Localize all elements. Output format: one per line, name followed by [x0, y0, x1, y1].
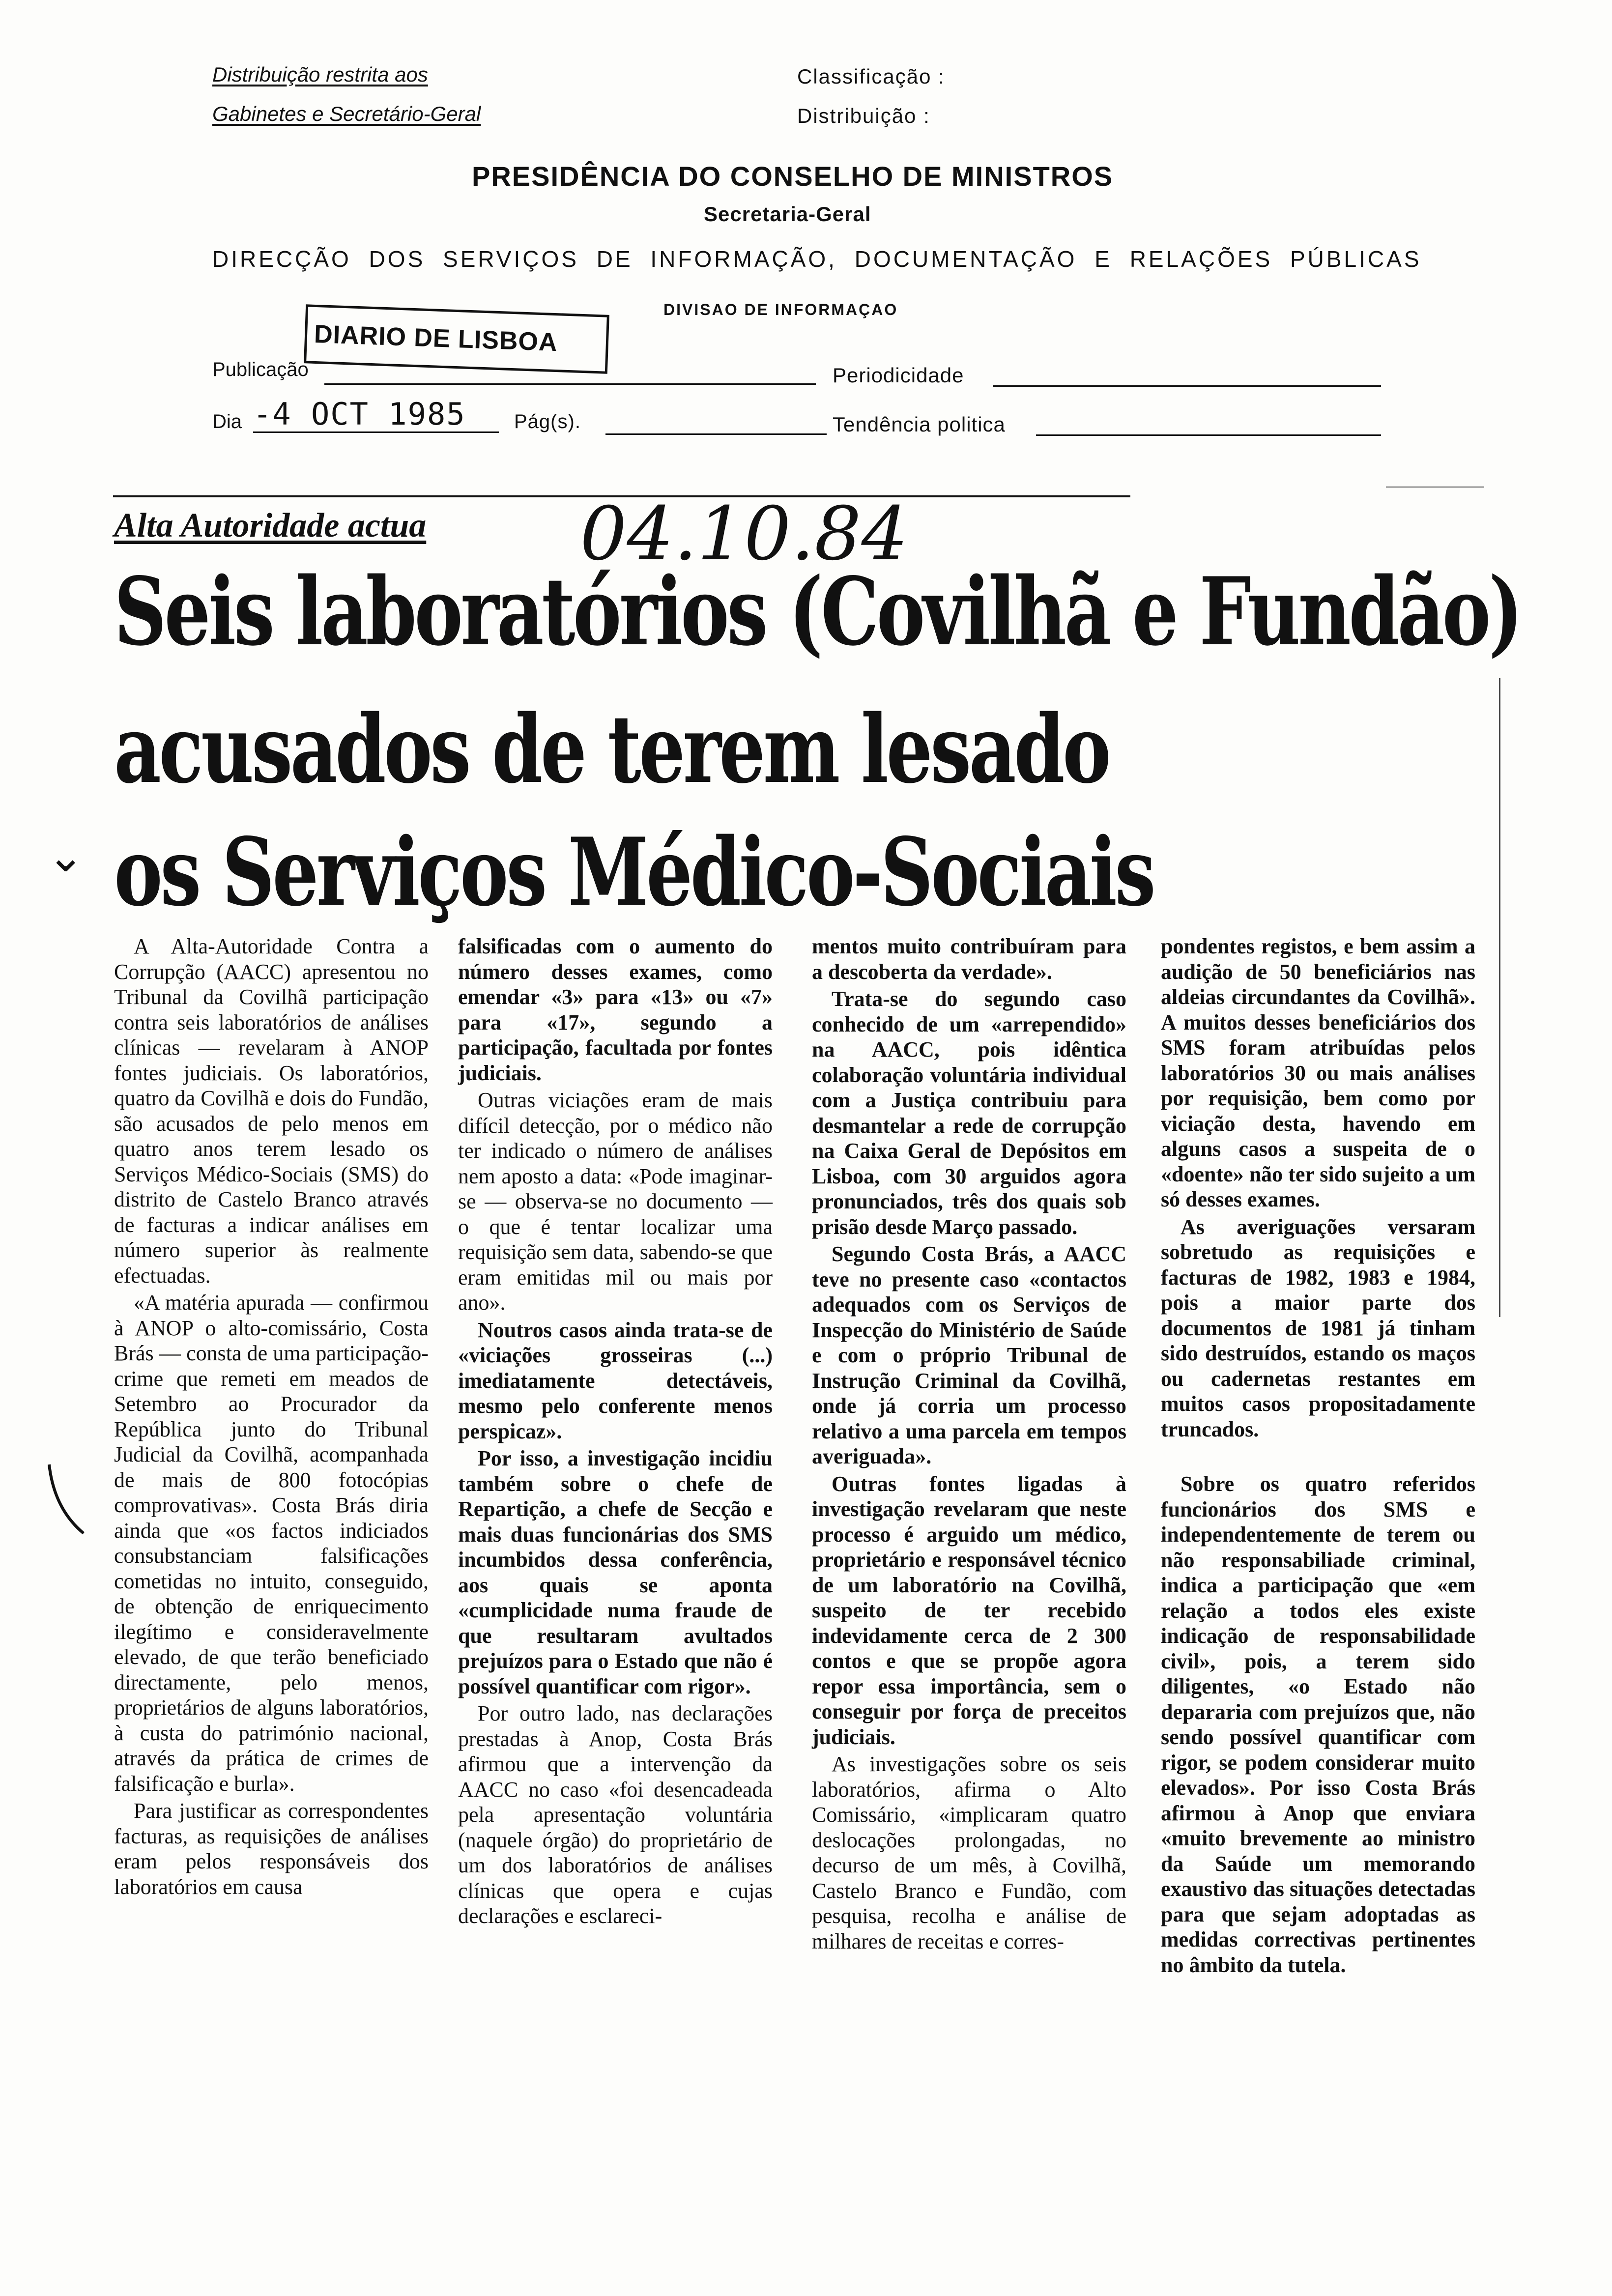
article-column-4 — [1161, 934, 1475, 1978]
paragraph: Sobre os quatro referidos funcionários dos SMS e independentemente de terem ou não responsabiliade criminal, indica a participação que «em relação a todos eles existe indicação de responsabilidade civil», pois, a terem sido diligentes, «o Estado não depararia com prejuízos que, não sendo possível quantificar com rigor, se podem considerar muito elevados». Por isso Costa Brás afirmou à Anop que enviara «muito brevemente ao ministro da Saúde um memorando exaustivo das situações detectadas para que sejam adoptadas as medidas correctivas pertinentes no âmbito da tutela. — [1161, 1472, 1475, 1977]
right-margin-line — [1499, 678, 1500, 1317]
org-title: PRESIDÊNCIA DO CONSELHO DE MINISTROS — [472, 161, 1114, 192]
paragraph: Segundo Costa Brás, a AACC teve no presente caso «contactos adequados com os Serviços de Inspecção do Ministério de Saúde e com o próprio Tribunal de Instrução Criminal da Covilhã, onde já corria um processo relativo a uma parcela em tempos averiguada». — [812, 1242, 1126, 1468]
distribution-note-line2: Gabinetes e Secretário-Geral — [212, 102, 481, 125]
article-top-rule-short — [1386, 487, 1484, 488]
article-column-1 — [114, 934, 429, 1899]
paragraph: mentos muito contribuíram para a descoberta da verdade». — [812, 934, 1126, 984]
paragraph: Por isso, a investigação incidiu também sobre o chefe de Repartição, a chefe de Secção e mais duas funcionárias dos SMS incumbidos dessa conferência, aos quais se aponta «cumplicidade numa fraude de que resultaram avultados prejuízos para o Estado que não é possível quantificar com rigor». — [458, 1446, 773, 1698]
distribution-note-line1: Distribuição restrita aos — [212, 63, 428, 86]
day-line — [253, 431, 499, 433]
paragraph: Noutros casos ainda trata-se de «viciações grosseiras (...) imediatamente detectáveis, mesmo pelo conferente menos perspicaz». — [458, 1318, 773, 1443]
day-label: Dia — [212, 411, 242, 432]
org-subtitle: Secretaria-Geral — [704, 202, 871, 226]
paragraph: Por outro lado, nas declarações prestadas à Anop, Costa Brás afirmou que a intervenção da AACC no caso «foi desencadeada pela apresentação voluntária (naquele órgão) do proprietário de um dos laboratórios de análises clínicas que opera e cujas declarações e esclareci- — [458, 1701, 773, 1928]
page-line — [605, 433, 827, 435]
paragraph: As investigações sobre os seis laboratórios, afirma o Alto Comissário, «implicaram quatro deslocações prolongadas, no decurso de um mês, à Covilhã, Castelo Branco e Fundão, com pesquisa, recolha e análise de milhares de receitas e corres- — [812, 1752, 1126, 1953]
periodicity-line — [993, 385, 1381, 387]
classification-label: Classificação : — [797, 65, 945, 88]
tendency-line — [1036, 434, 1381, 436]
tendency-label: Tendência politica — [833, 413, 1006, 436]
paragraph: Outras fontes ligadas à investigação revelaram que neste processo é arguido um médico, proprietário e responsável técnico de um laboratório na Covilhã, suspeito de ter recebido indevidamente cerca de 2 300 contos e que se propõe agora repor essa importância, sem o conseguir por força de preceitos judiciais. — [812, 1471, 1126, 1749]
article-column-3 — [812, 934, 1126, 1954]
paragraph: falsificadas com o aumento do número desses exames, como emendar «3» para «13» ou «7» para «17», segundo a participação, facultada por fontes judiciais. — [458, 934, 773, 1085]
division-title: DIVISAO DE INFORMAÇAO — [663, 301, 898, 318]
directorate-title: DIRECÇÃO DOS SERVIÇOS DE INFORMAÇÃO, DOCUMENTAÇÃO E RELAÇÕES PÚBLICAS — [212, 246, 1422, 272]
paragraph: pondentes registos, e bem assim a audição de 50 beneficiários nas aldeias circundantes da Covilhã». A muitos desses beneficiários dos SMS foram atribuídas pelos laboratórios 30 ou mais análises por requisição, bem como por viciação desta, havendo em alguns casos a suspeita de o «doente» não ter sido sujeito a um só desses exames. — [1161, 934, 1475, 1211]
article-kicker: Alta Autoridade actua — [114, 507, 427, 545]
article-column-2 — [458, 934, 773, 1929]
newspaper-stamp: DIARIO DE LISBOA — [304, 304, 609, 373]
headline-line3: os Serviços Médico-Sociais — [114, 817, 1154, 927]
distribution-label: Distribuição : — [797, 104, 930, 127]
paragraph: Para justificar as correspondentes facturas, as requisições de análises eram pelos responsáveis dos laboratórios em causa — [114, 1799, 429, 1899]
paragraph: A Alta-Autoridade Contra a Corrupção (AACC) apresentou no Tribunal da Covilhã participação contra seis laboratórios de análises clínicas — revelaram à ANOP fontes judiciais. Os laboratórios, quatro da Covilhã e dois do Fundão, são acusados de pelo menos em quatro anos terem lesado os Serviços Médico-Sociais (SMS) do distrito de Castelo Branco através de facturas a indicar análises em número superior às realmente efectuadas. — [114, 934, 429, 1288]
headline-line2: acusados de terem lesado — [114, 694, 1109, 804]
periodicity-label: Periodicidade — [833, 364, 964, 387]
page-label: Pág(s). — [514, 411, 581, 432]
publication-label: Publicação — [212, 359, 309, 380]
paragraph: As averiguações versaram sobretudo as requisições e facturas de 1982, 1983 e 1984, pois a maior parte dos documentos de 1981 já tinham sido destruídos, estando os maços ou cadernetas restantes em muitos casos propositadamente truncados. — [1161, 1214, 1475, 1441]
headline-line1: Seis laboratórios (Covilhã e Fundão) — [114, 557, 1521, 666]
publication-line — [324, 383, 816, 385]
paragraph: Trata-se do segundo caso conhecido de um «arrependido» na AACC, pois idêntica colaboração voluntária individual com a Justiça contribuiu para desmantelar a rede de corrupção na Caixa Geral de Depósitos em Lisboa, com 30 arguidos agora pronunciados, três dos quais sob prisão desde Março passado. — [812, 987, 1126, 1239]
paragraph: Outras viciações eram de mais difícil detecção, por o médico não ter indicado o número de análises nem aposto a data: «Pode imaginar-se — observa-se no documento — o que é tentar localizar uma requisição sem data, sabendo-se que eram emitidas mil ou mais por ano». — [458, 1088, 773, 1315]
margin-checkmark: ⌄ — [47, 831, 85, 882]
paragraph: «A matéria apurada — confirmou à ANOP o alto-comissário, Costa Brás — consta de uma participação-crime que remeti em meados de Setembro ao Procurador da República junto do Tribunal Judicial da Covilhã, acompanhada de mais de 800 fotocópias comprovativas». Costa Brás diria ainda que «os factos indiciados consubstanciam falsificações cometidas no intuito, conseguido, de obtenção de enriquecimento ilegítimo e consideravelmente elevado, de que terão beneficiado directamente, pelo menos, proprietários de alguns laboratórios, à custa do património nacional, através da prática de crimes de falsificação e burla». — [114, 1291, 429, 1796]
date-stamp: -4 OCT 1985 — [253, 396, 466, 432]
handwritten-date: 04.10.84 — [580, 491, 908, 577]
margin-bracket — [44, 1460, 88, 1568]
